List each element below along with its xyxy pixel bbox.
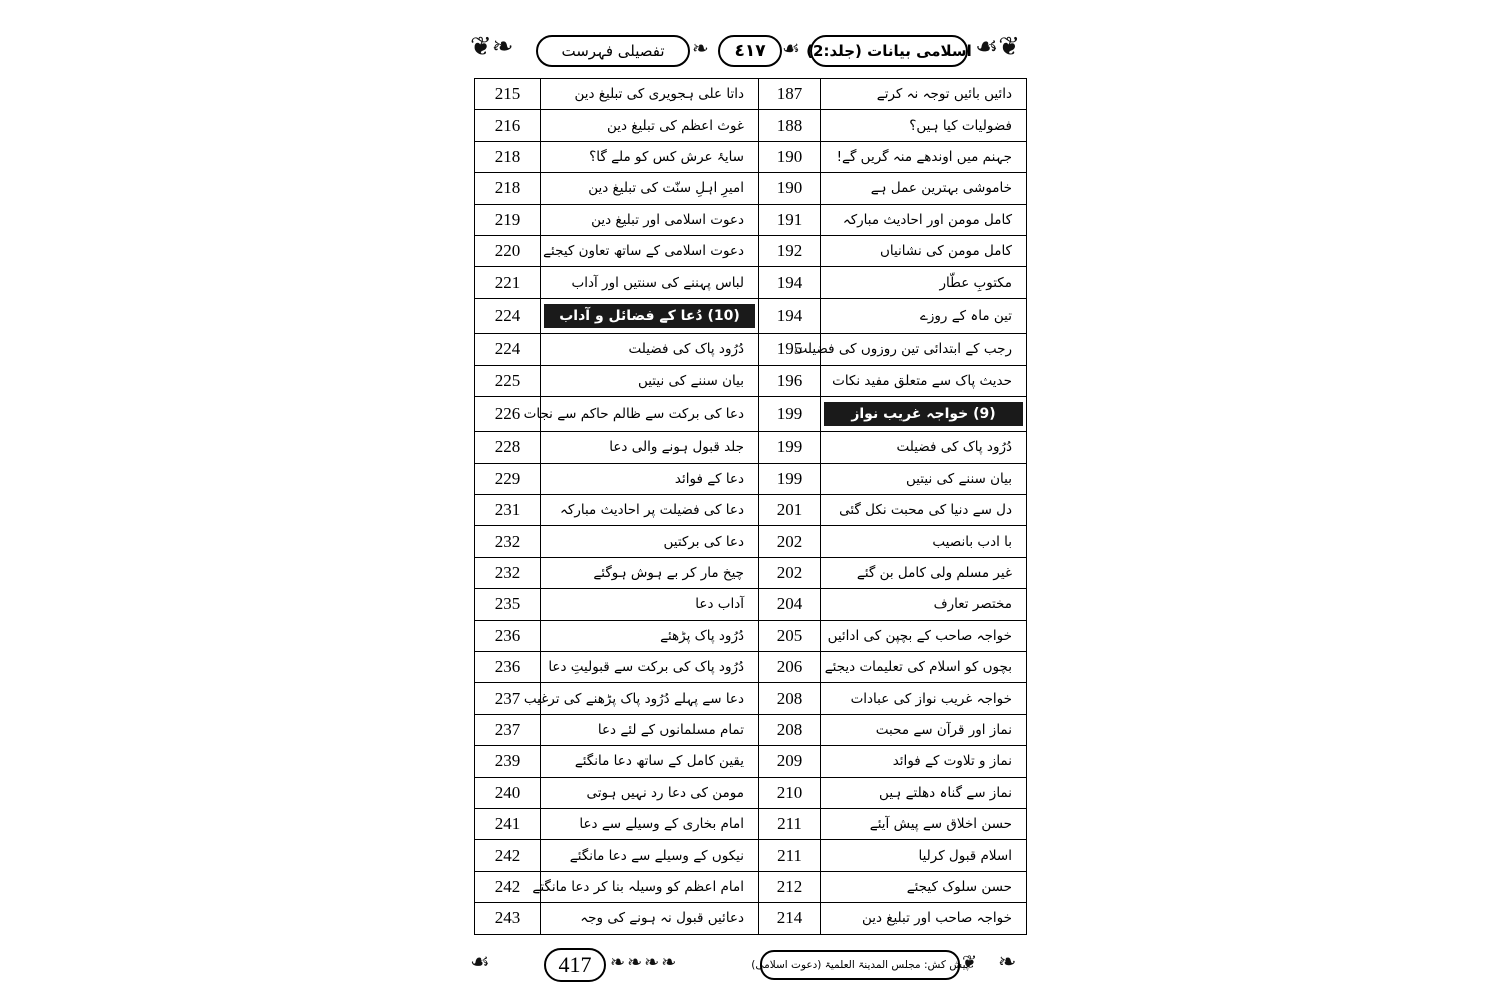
left-page-number: 224 — [475, 334, 541, 365]
left-page-number: 226 — [475, 396, 541, 431]
left-entry-title: دُرُود پاک کی برکت سے قبولیتِ دعا — [541, 652, 759, 683]
left-page-number: 237 — [475, 683, 541, 714]
right-entry-title: با ادب بانصیب — [821, 526, 1027, 557]
right-page-number: 201 — [759, 495, 821, 526]
left-page-number: 228 — [475, 432, 541, 463]
right-page-number: 210 — [759, 777, 821, 808]
section-heading-highlight: (9) خواجہ غریب نواز — [824, 402, 1023, 426]
right-entry-title: مختصر تعارف — [821, 589, 1027, 620]
table-row — [475, 432, 1027, 463]
left-page-number: 231 — [475, 495, 541, 526]
right-entry-title: حدیث پاک سے متعلق مفید نکات — [821, 365, 1027, 396]
left-entry-title: دعوت اسلامی اور تبلیغ دین — [541, 204, 759, 235]
table-row — [475, 526, 1027, 557]
left-page-number: 235 — [475, 589, 541, 620]
table-row — [475, 620, 1027, 651]
left-page-number: 237 — [475, 714, 541, 745]
left-entry-title: دعا کی برکتیں — [541, 526, 759, 557]
right-entry-title: بچوں کو اسلام کی تعلیمات دیجئے — [821, 652, 1027, 683]
table-row — [475, 298, 1027, 333]
right-page-number: 211 — [759, 840, 821, 871]
right-page-number: 190 — [759, 141, 821, 172]
left-entry-title: دعا سے پہلے دُرُود پاک پڑھنے کی ترغیب — [541, 683, 759, 714]
book-title: اسلامی بیانات (جلد:2) — [806, 42, 972, 60]
table-row — [475, 808, 1027, 839]
right-page-number: 202 — [759, 557, 821, 588]
table-row — [475, 495, 1027, 526]
table-row — [475, 557, 1027, 588]
right-page-number: 209 — [759, 746, 821, 777]
left-entry-title: امام اعظم کو وسیلہ بنا کر دعا مانگتے — [541, 871, 759, 902]
page-footer — [470, 942, 1030, 986]
left-entry-title: دعوت اسلامی کے ساتھ تعاون کیجئے — [541, 235, 759, 266]
left-page-number: 218 — [475, 141, 541, 172]
right-entry-title: اسلام قبول کرلیا — [821, 840, 1027, 871]
footer-page-number-box — [544, 948, 606, 982]
right-page-number: 191 — [759, 204, 821, 235]
left-page-number: 243 — [475, 903, 541, 934]
left-entry-title: امام بخاری کے وسیلے سے دعا — [541, 808, 759, 839]
left-entry-title: داتا علی ہجویری کی تبلیغ دین — [541, 79, 759, 110]
mid-ornament-left-icon: ❧ — [692, 36, 709, 60]
right-page-number: 204 — [759, 589, 821, 620]
index-table — [474, 78, 1027, 935]
book-title-box — [806, 35, 972, 67]
left-ornament-icon: ❦❧ — [470, 32, 514, 62]
left-entry-title: نیکوں کے وسیلے سے دعا مانگئے — [541, 840, 759, 871]
right-page-number: 199 — [759, 432, 821, 463]
right-page-number: 194 — [759, 298, 821, 333]
right-entry-title: خواجہ صاحب کے بچپن کی ادائیں — [821, 620, 1027, 651]
right-entry-title: نماز اور قرآن سے محبت — [821, 714, 1027, 745]
left-page-number: 216 — [475, 110, 541, 141]
right-page-number: 206 — [759, 652, 821, 683]
table-row — [475, 173, 1027, 204]
footer-publisher-box — [751, 950, 969, 980]
section-title: تفصیلی فہرست — [561, 42, 665, 60]
left-entry-title: چیخ مار کر بے ہوش ہوگئے — [541, 557, 759, 588]
left-page-number: 219 — [475, 204, 541, 235]
left-page-number: 240 — [475, 777, 541, 808]
left-entry-title: بیان سننے کی نیتیں — [541, 365, 759, 396]
right-page-number: 211 — [759, 808, 821, 839]
right-page-number: 212 — [759, 871, 821, 902]
header-page-number: ٤١٧ — [734, 41, 766, 61]
left-entry-title: دُرُود پاک پڑھئے — [541, 620, 759, 651]
table-row — [475, 903, 1027, 934]
right-entry-title: خواجہ غریب نواز کی عبادات — [821, 683, 1027, 714]
table-row — [475, 141, 1027, 172]
right-entry-title: تین ماہ کے روزے — [821, 298, 1027, 333]
left-page-number: 242 — [475, 840, 541, 871]
right-entry-title: بیان سننے کی نیتیں — [821, 463, 1027, 494]
section-heading-highlight: (10) دُعا کے فضائل و آداب — [544, 304, 755, 328]
table-row — [475, 110, 1027, 141]
left-entry-title — [541, 298, 759, 333]
right-page-number: 208 — [759, 683, 821, 714]
left-entry-title: یقین کامل کے ساتھ دعا مانگئے — [541, 746, 759, 777]
right-page-number: 188 — [759, 110, 821, 141]
table-row — [475, 267, 1027, 298]
right-page-number: 190 — [759, 173, 821, 204]
table-row — [475, 235, 1027, 266]
table-row — [475, 396, 1027, 431]
left-entry-title: دعا کی برکت سے ظالم حاکم سے نجات — [541, 396, 759, 431]
left-page-number: 220 — [475, 235, 541, 266]
table-row — [475, 714, 1027, 745]
right-page-number: 199 — [759, 463, 821, 494]
left-page-number: 232 — [475, 526, 541, 557]
right-entry-title: فضولیات کیا ہیں؟ — [821, 110, 1027, 141]
table-row — [475, 589, 1027, 620]
left-entry-title: مومن کی دعا رد نہیں ہوتی — [541, 777, 759, 808]
table-row — [475, 204, 1027, 235]
left-page-number: 242 — [475, 871, 541, 902]
left-entry-title: تمام مسلمانوں کے لئے دعا — [541, 714, 759, 745]
right-page-number: 205 — [759, 620, 821, 651]
right-entry-title: غیر مسلم ولی کامل بن گئے — [821, 557, 1027, 588]
footer-vine-right-icon: ❦ — [962, 952, 978, 973]
left-entry-title: دعا کی فضیلت پر احادیث مبارکہ — [541, 495, 759, 526]
table-row — [475, 683, 1027, 714]
left-entry-title: امیرِ اہلِ سنّت کی تبلیغ دین — [541, 173, 759, 204]
right-entry-title: مکتوبِ عطّار — [821, 267, 1027, 298]
right-entry-title: خواجہ صاحب اور تبلیغ دین — [821, 903, 1027, 934]
right-page-number: 192 — [759, 235, 821, 266]
table-row — [475, 79, 1027, 110]
left-page-number: 215 — [475, 79, 541, 110]
table-row — [475, 463, 1027, 494]
right-entry-title: دل سے دنیا کی محبت نکل گئی — [821, 495, 1027, 526]
right-entry-title: کامل مومن کی نشانیاں — [821, 235, 1027, 266]
table-row — [475, 840, 1027, 871]
left-page-number: 241 — [475, 808, 541, 839]
right-page-number: 195 — [759, 334, 821, 365]
left-page-number: 224 — [475, 298, 541, 333]
left-page-number: 221 — [475, 267, 541, 298]
footer-right-ornament-icon: ❧ — [998, 950, 1017, 975]
right-entry-title: حسن سلوک کیجئے — [821, 871, 1027, 902]
mid-ornament-right-icon: ☙ — [782, 36, 800, 60]
left-page-number: 232 — [475, 557, 541, 588]
right-entry-title: خاموشی بہترین عمل ہے — [821, 173, 1027, 204]
footer-publisher: پیش کش: مجلس المدینۃ العلمیۃ (دعوت اسلامی) — [751, 959, 969, 971]
left-entry-title: لباس پہننے کی سنتیں اور آداب — [541, 267, 759, 298]
right-entry-title: کامل مومن اور احادیث مبارکہ — [821, 204, 1027, 235]
left-entry-title: غوث اعظم کی تبلیغ دین — [541, 110, 759, 141]
left-page-number: 218 — [475, 173, 541, 204]
table-row — [475, 746, 1027, 777]
table-row — [475, 334, 1027, 365]
left-page-number: 236 — [475, 620, 541, 651]
left-page-number: 229 — [475, 463, 541, 494]
left-entry-title: سایۂ عرش کس کو ملے گا؟ — [541, 141, 759, 172]
right-entry-title: نماز و تلاوت کے فوائد — [821, 746, 1027, 777]
right-page-number: 214 — [759, 903, 821, 934]
section-title-box — [536, 35, 690, 67]
right-entry-title: نماز سے گناہ دھلتے ہیں — [821, 777, 1027, 808]
left-entry-title: دعائیں قبول نہ ہونے کی وجہ — [541, 903, 759, 934]
right-entry-title: دائیں بائیں توجہ نہ کرتے — [821, 79, 1027, 110]
right-entry-title: جہنم میں اوندھے منہ گریں گے! — [821, 141, 1027, 172]
left-page-number: 236 — [475, 652, 541, 683]
right-page-number: 187 — [759, 79, 821, 110]
right-entry-title: رجب کے ابتدائی تین روزوں کی فضیلت — [821, 334, 1027, 365]
left-entry-title: دعا کے فوائد — [541, 463, 759, 494]
footer-vine-left-icon: ❧❧❧❧ — [610, 952, 679, 973]
left-entry-title: دُرُود پاک کی فضیلت — [541, 334, 759, 365]
right-page-number: 199 — [759, 396, 821, 431]
page-number-box — [718, 35, 782, 67]
right-entry-title: دُرُود پاک کی فضیلت — [821, 432, 1027, 463]
table-row — [475, 871, 1027, 902]
right-entry-title: حسن اخلاق سے پیش آیئے — [821, 808, 1027, 839]
left-page-number: 225 — [475, 365, 541, 396]
left-entry-title: جلد قبول ہونے والی دعا — [541, 432, 759, 463]
right-page-number: 202 — [759, 526, 821, 557]
table-row — [475, 777, 1027, 808]
right-entry-title — [821, 396, 1027, 431]
right-page-number: 208 — [759, 714, 821, 745]
left-entry-title: آداب دعا — [541, 589, 759, 620]
footer-left-ornament-icon: ☙ — [470, 950, 490, 975]
page-header — [470, 30, 1030, 70]
right-page-number: 194 — [759, 267, 821, 298]
table-row — [475, 365, 1027, 396]
right-ornament-icon: ☙❦ — [975, 32, 1021, 62]
left-page-number: 239 — [475, 746, 541, 777]
table-row — [475, 652, 1027, 683]
footer-page-number: 417 — [558, 952, 592, 977]
right-page-number: 196 — [759, 365, 821, 396]
